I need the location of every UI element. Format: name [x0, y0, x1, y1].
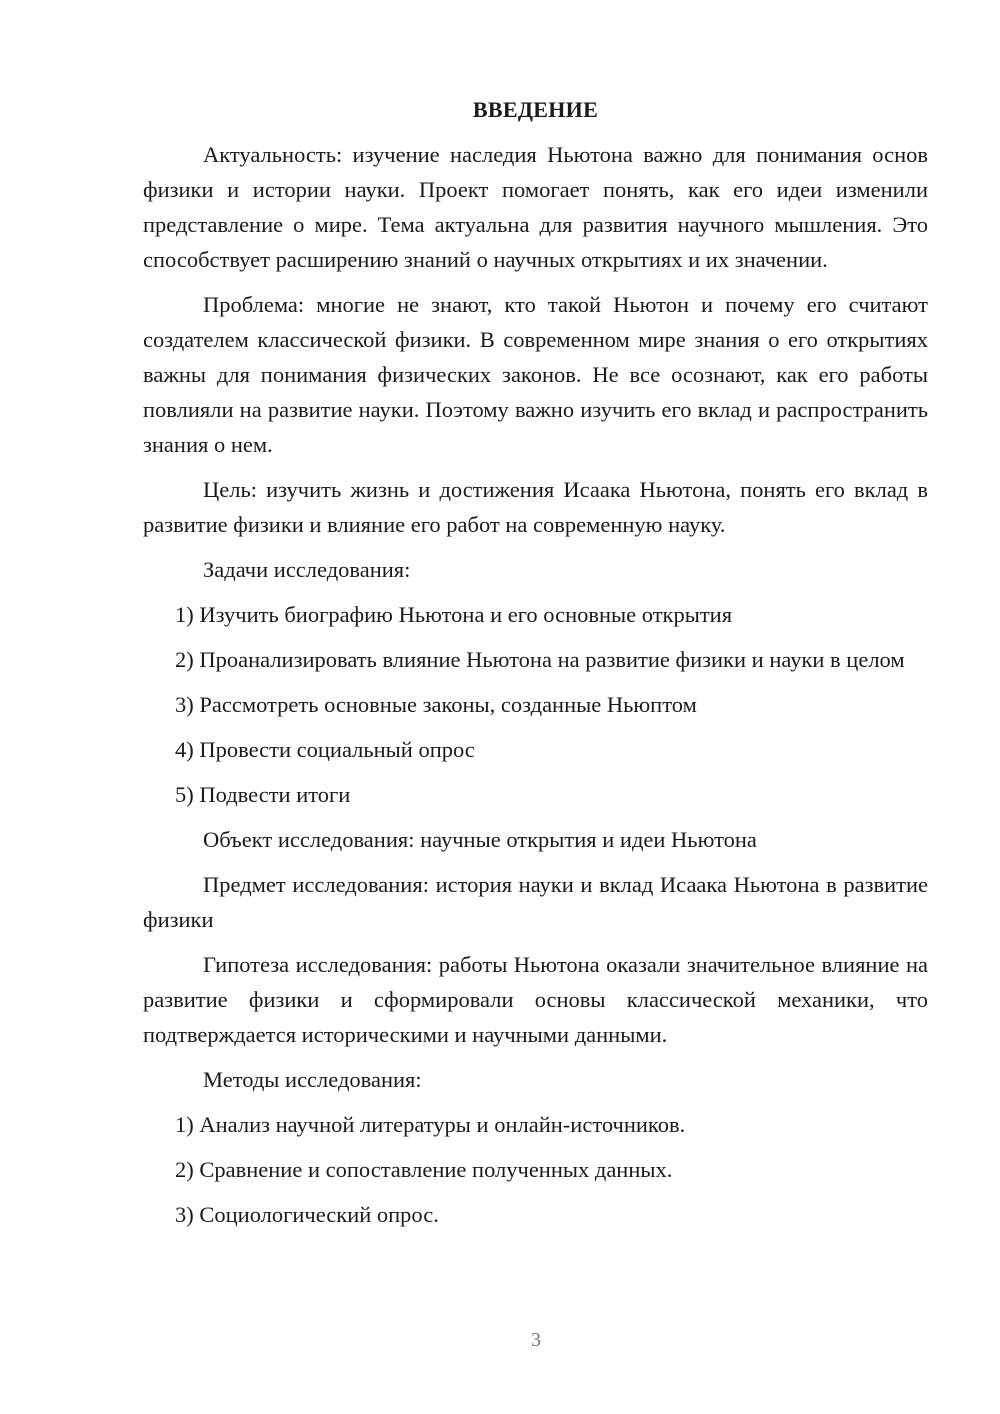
page-number: 3 [531, 1329, 541, 1351]
goal-paragraph: Цель: изучить жизнь и достижения Исаака Ньютона, понять его вклад в развитие физики и влияние его работ на современную науку. [143, 477, 928, 537]
task-item-1: 1) Изучить биографию Ньютона и его основные открытия [175, 602, 733, 627]
page-content [143, 92, 928, 1242]
task-item-2: 2) Проанализировать влияние Ньютона на развитие физики и науки в целом [175, 647, 905, 672]
task-item-5: 5) Подвести итоги [175, 782, 351, 807]
method-item-1: 1) Анализ научной литературы и онлайн-источников. [175, 1112, 686, 1137]
problem-paragraph: Проблема: многие не знают, кто такой Ньютон и почему его считают создателем классической физики. В современном мире знания о его открытиях важны для понимания физических законов. Не все осознают, как его работы повлияли на развитие науки. Поэтому важно изучить его вклад и распространить знания о нем. [143, 292, 928, 457]
method-item-3: 3) Социологический опрос. [175, 1202, 439, 1227]
hypothesis-paragraph: Гипотеза исследования: работы Ньютона оказали значительное влияние на развитие физики и сформировали основы классической механики, что подтверждается историческими и научными данными. [143, 952, 928, 1047]
relevance-paragraph: Актуальность: изучение наследия Ньютона важно для понимания основ физики и истории науки. Проект помогает понять, как его идеи изменили представление о мире. Тема актуальна для развития научного мышления. Это способствует расширению знаний о научных открытиях и их значении. [143, 142, 928, 272]
tasks-label: Задачи исследования: [203, 557, 411, 582]
methods-label: Методы исследования: [203, 1067, 422, 1092]
subject-paragraph: Предмет исследования: история науки и вклад Исаака Ньютона в развитие физики [143, 872, 928, 932]
object-paragraph: Объект исследования: научные открытия и идеи Ньютона [203, 827, 757, 852]
method-item-2: 2) Сравнение и сопоставление полученных данных. [175, 1157, 673, 1182]
section-heading: ВВЕДЕНИЕ [472, 97, 599, 122]
task-item-4: 4) Провести социальный опрос [175, 737, 475, 762]
task-item-3: 3) Рассмотреть основные законы, созданные Ньюптом [175, 692, 697, 717]
